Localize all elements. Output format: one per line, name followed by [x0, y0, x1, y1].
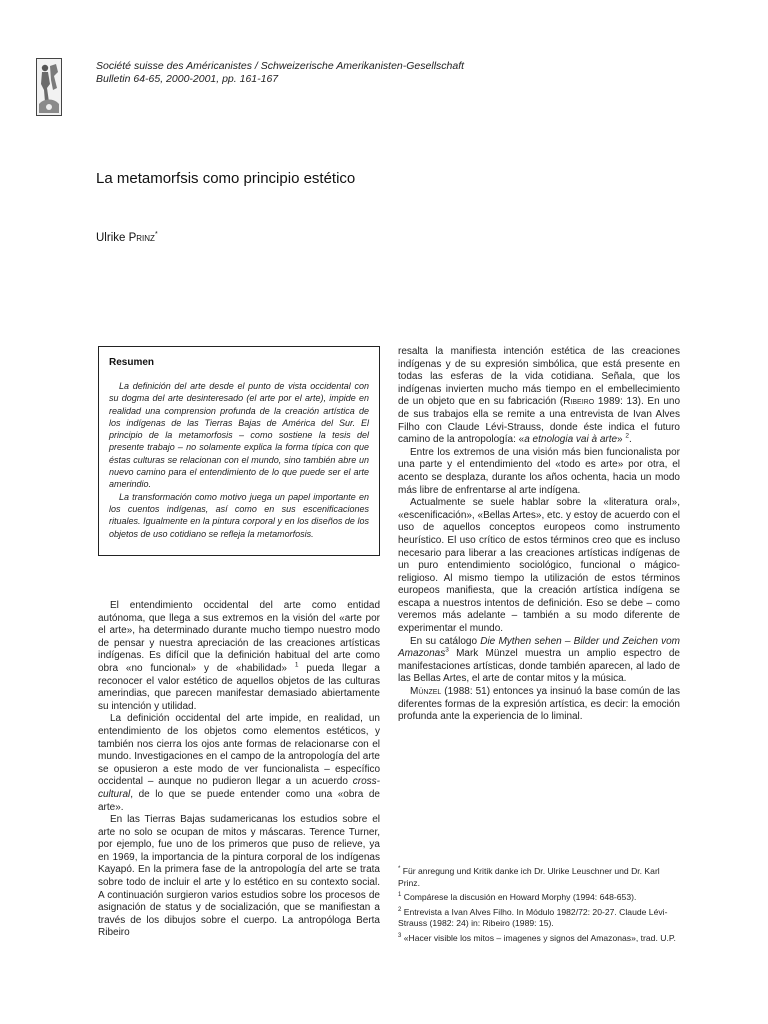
body-paragraph [98, 713, 380, 814]
citation-name: Münzel [410, 686, 442, 698]
author-line [96, 232, 158, 244]
body-column-right [398, 346, 680, 724]
footnote-mark: * [398, 866, 401, 873]
footnote-text: Für anregung und Kritik danke ich Dr. Ulrike Leuschner und Dr. Karl Prinz. [398, 866, 660, 888]
footnote-mark: 3 [398, 933, 402, 940]
citation-name: Ribeiro [563, 396, 595, 408]
society-logo-icon [36, 58, 62, 116]
body-paragraph [398, 686, 680, 724]
footnote-text: Entrevista a Ivan Alves Filho. In Módulo 1982/72: 20-27. Claude Lévi-Strauss (1982: 24) in: Ribeiro (1989: 15). [398, 906, 668, 929]
footnote [398, 892, 680, 904]
body-paragraph: Entre los extremos de una visión más bien funcionalista por una parte y el entendimiento del «todo es arte» por otra, el acento se desplaza, durante los años ochenta, hacia un modo más libre de enfrentarse al arte indígena. [398, 446, 680, 496]
text-run: La definición occidental del arte impide, en realidad, un entendimiento de los objetos como elementos estéticos, y también nos cierra los ojos ante formas de relacionarse con el mundo. Investigaciones en el campo de la antropología del arte se opusieron a este modo de ver funcionalista – específico occidental – aunque no pudieron llegar a un acuerdo [98, 713, 380, 788]
text-run: El entendimiento occidental del arte como entidad autónoma, que llega a sus extremos en la visión del «arte por el arte», ha determinado durante mucho tiempo nuestro modo de pensar y nuestra apreciación de las creaciones artísticas indígenas. Es difícil que la definición habitual del arte como obra «no funcional» y de «habilidad» [98, 600, 380, 674]
text-run: » [617, 434, 626, 446]
body-paragraph [398, 636, 680, 686]
footnote-ref: 1 [294, 661, 299, 669]
body-column-left [98, 600, 380, 940]
text-run: . [629, 434, 632, 446]
footnote [398, 866, 680, 889]
footnote [398, 907, 680, 930]
author-first-name: Ulrike [96, 232, 129, 244]
abstract-heading: Resumen [109, 357, 155, 368]
bulletin-reference: Bulletin 64-65, 2000-2001, pp. 161-167 [96, 72, 279, 85]
body-paragraph: En las Tierras Bajas sudamericanas los estudios sobre el arte no solo se ocupan de mitos y máscaras. Terence Turner, por ejemplo, fue uno de los primeros que puso de relieve, ya en 1969, la importancia de la pintura corporal de los indígenas Kayapó. En la primera fase de la antropología del arte se trata sobre todo de incluir el arte y lo estético en su contexto social. A continuación surgieron varios estudios sobre los procesos de asignación de status y de socialización, que se manifiestan a través de los dibujos sobre el cuerpo. La antropóloga Berta Ribeiro [98, 814, 380, 939]
text-run: resalta la manifiesta intención estética de las creaciones indígenas y de su expresión simbólica, que está presente en todas las esferas de la vida cotidiana. Señala, que los indígenas invierten mucho más tiempo en el embellecimiento de un objeto que en su fabricación ( [398, 346, 680, 408]
footnote [398, 933, 680, 945]
author-footnote-mark: * [154, 231, 158, 239]
author-last-name: Prinz [128, 232, 155, 244]
footnote-ref: 2 [625, 432, 630, 440]
italic-title: Die Mythen sehen – Bilder und Zeichen vom Amazonas [398, 635, 681, 660]
body-paragraph [98, 600, 380, 713]
footnote-mark: 2 [398, 906, 402, 913]
text-run: (1988: 51) entonces ya insinuó la base común de las diferentes formas de la expresión artística, es decir: la emoción profunda ante la experiencia de lo liminal. [398, 686, 680, 723]
text-run: pueda llegar a reconocer el valor estético de aquellos objetos de las culturas amerindias, que parecen manifestar demasiado abiertamente su intención y utilidad. [98, 662, 380, 712]
text-run: , de lo que se puede entender como una «obra de arte». [98, 788, 380, 813]
text-run: Mark Münzel muestra un amplio espectro de manifestaciones artísticas, donde también aparecen, al lado de las Bellas Artes, el arte de contar mitos y la música. [398, 648, 680, 685]
italic-quote: a etnologia vai à arte [524, 434, 618, 446]
footnote-mark: 1 [398, 892, 402, 899]
text-run: En su catálogo [410, 635, 481, 647]
abstract-box [98, 346, 380, 556]
abstract-paragraph: La definición del arte desde el punto de vista occidental con su dogma del arte desinteresado (el arte por el arte), impide en realidad una comprension profunda de la creación artística de los indígenas de las Tierras Bajas de América del Sur. El principio de la metamorfosis – como sostiene la tesis del presente trabajo – no solamente explica la forma típica con que éstas culturas se relacionan con el mundo, sino también abre un nuevo camino para el entendimiento de lo que puede ser el arte amerindio. [109, 381, 369, 490]
abstract-paragraph: La transformación como motivo juega un papel importante en los cuentos indígenas, así como en sus escenificaciones rituales. Igualmente en la pintura corporal y en los diseños de los objetos de uso cotidiano se refleja la metamorfosis. [109, 491, 369, 539]
journal-header [96, 60, 696, 85]
italic-term: cross-cultural [98, 776, 380, 800]
footnotes [398, 866, 680, 948]
footnote-text: «Hacer visible los mitos – imagenes y signos del Amazonas», trad. U.P. [403, 932, 676, 943]
society-name: Société suisse des Américanistes / Schweizerische Amerikanisten-Gesellschaft [96, 60, 465, 72]
footnote-text: Compárese la discusión en Howard Morphy (1994: 648-653). [403, 892, 637, 903]
article-title: La metamorfsis como principio estético [96, 170, 356, 187]
body-paragraph: Actualmente se suele hablar sobre la «literatura oral», «escenificación», «Bellas Artes», etc. y estoy de acuerdo con el uso de aquellos conceptos europeos como instrumento heurístico. El uso crítico de estos términos creo que es incluso necesario para liberar a las creaciones artísticas indígenas de un puro entendimiento sociológico, funcional o mágico-religioso. Al mismo tiempo la utilización de estos términos europeos manifiesta, que la creación artística indígena se escapa a nuestros intentos de definición. Eso se debe – como veremos más adelante – también a su modo diferente de experimentar el mundo. [398, 497, 680, 635]
body-paragraph [398, 346, 680, 447]
text-run: 1989: 13). En uno de sus trabajos ella se remite a una entrevista de Ivan Alves Filho con Claude Lévi-Strauss, donde éste indica el futuro camino de la antropología: « [398, 396, 681, 446]
footnote-ref: 3 [445, 646, 449, 654]
